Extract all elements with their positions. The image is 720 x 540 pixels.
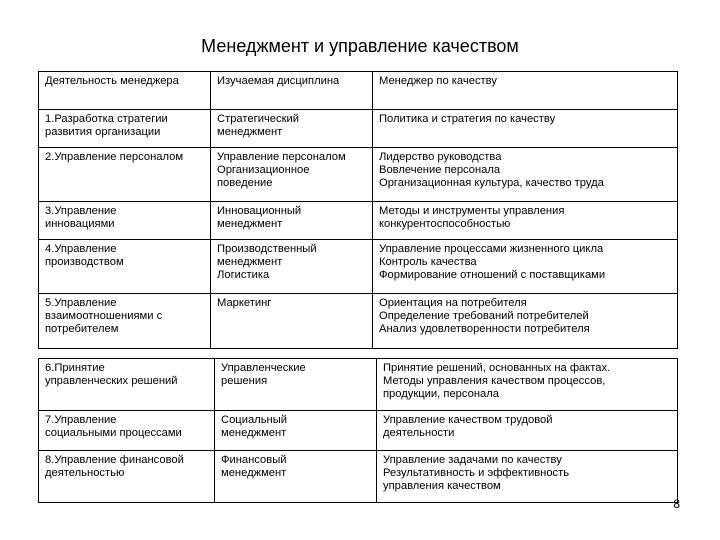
cell-text-line: Управление качеством трудовой: [383, 414, 553, 426]
quality-manager-cell: [373, 148, 678, 202]
manager-activity-cell: [39, 359, 215, 411]
discipline-cell: [215, 451, 377, 503]
cell-text-line: Маркетинг: [217, 297, 272, 309]
discipline-cell: [211, 110, 373, 148]
discipline-cell: [211, 240, 373, 294]
cell-text-line: поведение: [217, 177, 273, 189]
cell-text-line: управленческих решений: [45, 375, 178, 387]
manager-activity-cell: [39, 110, 211, 148]
cell-text-line: Управление персоналом: [217, 151, 346, 163]
quality-manager-cell: [373, 240, 678, 294]
cell-text-line: Лидерство руководства: [379, 151, 502, 163]
cell-text-line: Деятельность менеджера: [45, 75, 179, 87]
cell-text-line: инновациями: [45, 218, 115, 230]
cell-text-line: Стратегический: [217, 113, 299, 125]
cell-text-line: менеджмент: [217, 218, 283, 230]
cell-text-line: 8.Управление финансовой: [45, 454, 184, 466]
cell-text-line: Менеджер по качеству: [379, 75, 497, 87]
cell-text-line: Управление процессами жизненного цикла: [379, 243, 604, 255]
cell-text-line: взаимоотношениями с: [45, 310, 163, 322]
discipline-cell: [215, 359, 377, 411]
table-row: [39, 451, 678, 503]
manager-activity-cell: [39, 451, 215, 503]
cell-text-line: Социальный: [221, 414, 288, 426]
quality-manager-cell: [373, 110, 678, 148]
cell-text-line: 1.Разработка стратегии: [45, 113, 168, 125]
table-row: [39, 72, 678, 110]
cell-text-line: Инновационный: [217, 205, 302, 217]
manager-activity-cell: [39, 240, 211, 294]
cell-text-line: управления качеством: [383, 480, 501, 492]
cell-text-line: Организационная культура, качество труда: [379, 177, 604, 189]
cell-text-line: менеджмент: [217, 256, 283, 268]
cell-text-line: менеджмент: [221, 467, 287, 479]
cell-text-line: потребителем: [45, 323, 119, 335]
cell-text-line: деятельности: [383, 427, 455, 439]
cell-text-line: Управленческие: [221, 362, 306, 374]
cell-text-line: Методы управления качеством процессов,: [383, 375, 606, 387]
cell-text-line: Методы и инструменты управления: [379, 205, 565, 217]
page-title: Менеджмент и управление качеством: [201, 36, 519, 56]
discipline-cell: [211, 72, 373, 110]
cell-text-line: Анализ удовлетворенности потребителя: [379, 323, 590, 335]
cell-text-line: производством: [45, 256, 124, 268]
quality-manager-cell: [377, 411, 678, 451]
page-number: 8: [673, 497, 680, 511]
discipline-cell: [211, 202, 373, 240]
cell-text-line: решения: [221, 375, 268, 387]
cell-text-line: продукции, персонала: [383, 388, 499, 400]
cell-text-line: 6.Принятие: [45, 362, 105, 374]
table-row: [39, 359, 678, 411]
discipline-cell: [211, 148, 373, 202]
cell-text-line: Политика и стратегия по качеству: [379, 113, 556, 125]
table-row: [39, 294, 678, 349]
discipline-cell: [211, 294, 373, 349]
quality-manager-cell: [373, 294, 678, 349]
cell-text-line: Вовлечение персонала: [379, 164, 501, 176]
table-row: [39, 148, 678, 202]
manager-activity-cell: [39, 72, 211, 110]
quality-manager-cell: [373, 72, 678, 110]
table-row: [39, 411, 678, 451]
quality-manager-cell: [373, 202, 678, 240]
cell-text-line: социальными процессами: [45, 427, 182, 439]
cell-text-line: 4.Управление: [45, 243, 117, 255]
cell-text-line: Формирование отношений с поставщиками: [379, 269, 606, 281]
cell-text-line: Финансовый: [221, 454, 287, 466]
cell-text-line: 2.Управление персоналом: [45, 151, 184, 163]
cell-text-line: Организационное: [217, 164, 310, 176]
cell-text-line: Производственный: [217, 243, 317, 255]
cell-text-line: Управление задачами по качеству: [383, 454, 562, 466]
cell-text-line: 7.Управление: [45, 414, 117, 426]
cell-text-line: менеджмент: [217, 126, 283, 138]
manager-activity-cell: [39, 148, 211, 202]
cell-text-line: Принятие решений, основанных на фактах.: [383, 362, 611, 374]
cell-text-line: 3.Управление: [45, 205, 117, 217]
cell-text-line: менеджмент: [221, 427, 287, 439]
cell-text-line: конкурентоспособностью: [379, 218, 511, 230]
discipline-table-part-1: [38, 71, 678, 349]
discipline-cell: [215, 411, 377, 451]
cell-text-line: 5.Управление: [45, 297, 117, 309]
quality-manager-cell: [377, 359, 678, 411]
table-row: [39, 202, 678, 240]
cell-text-line: Изучаемая дисциплина: [217, 75, 340, 87]
manager-activity-cell: [39, 294, 211, 349]
table-row: [39, 240, 678, 294]
cell-text-line: развития организации: [45, 126, 161, 138]
discipline-table-part-2: [38, 358, 678, 503]
manager-activity-cell: [39, 411, 215, 451]
cell-text-line: Определение требований потребителей: [379, 310, 589, 322]
cell-text-line: Ориентация на потребителя: [379, 297, 527, 309]
manager-activity-cell: [39, 202, 211, 240]
cell-text-line: деятельностью: [45, 467, 125, 479]
cell-text-line: Результативность и эффективность: [383, 467, 570, 479]
quality-manager-cell: [377, 451, 678, 503]
table-row: [39, 110, 678, 148]
cell-text-line: Контроль качества: [379, 256, 477, 268]
cell-text-line: Логистика: [217, 269, 270, 281]
